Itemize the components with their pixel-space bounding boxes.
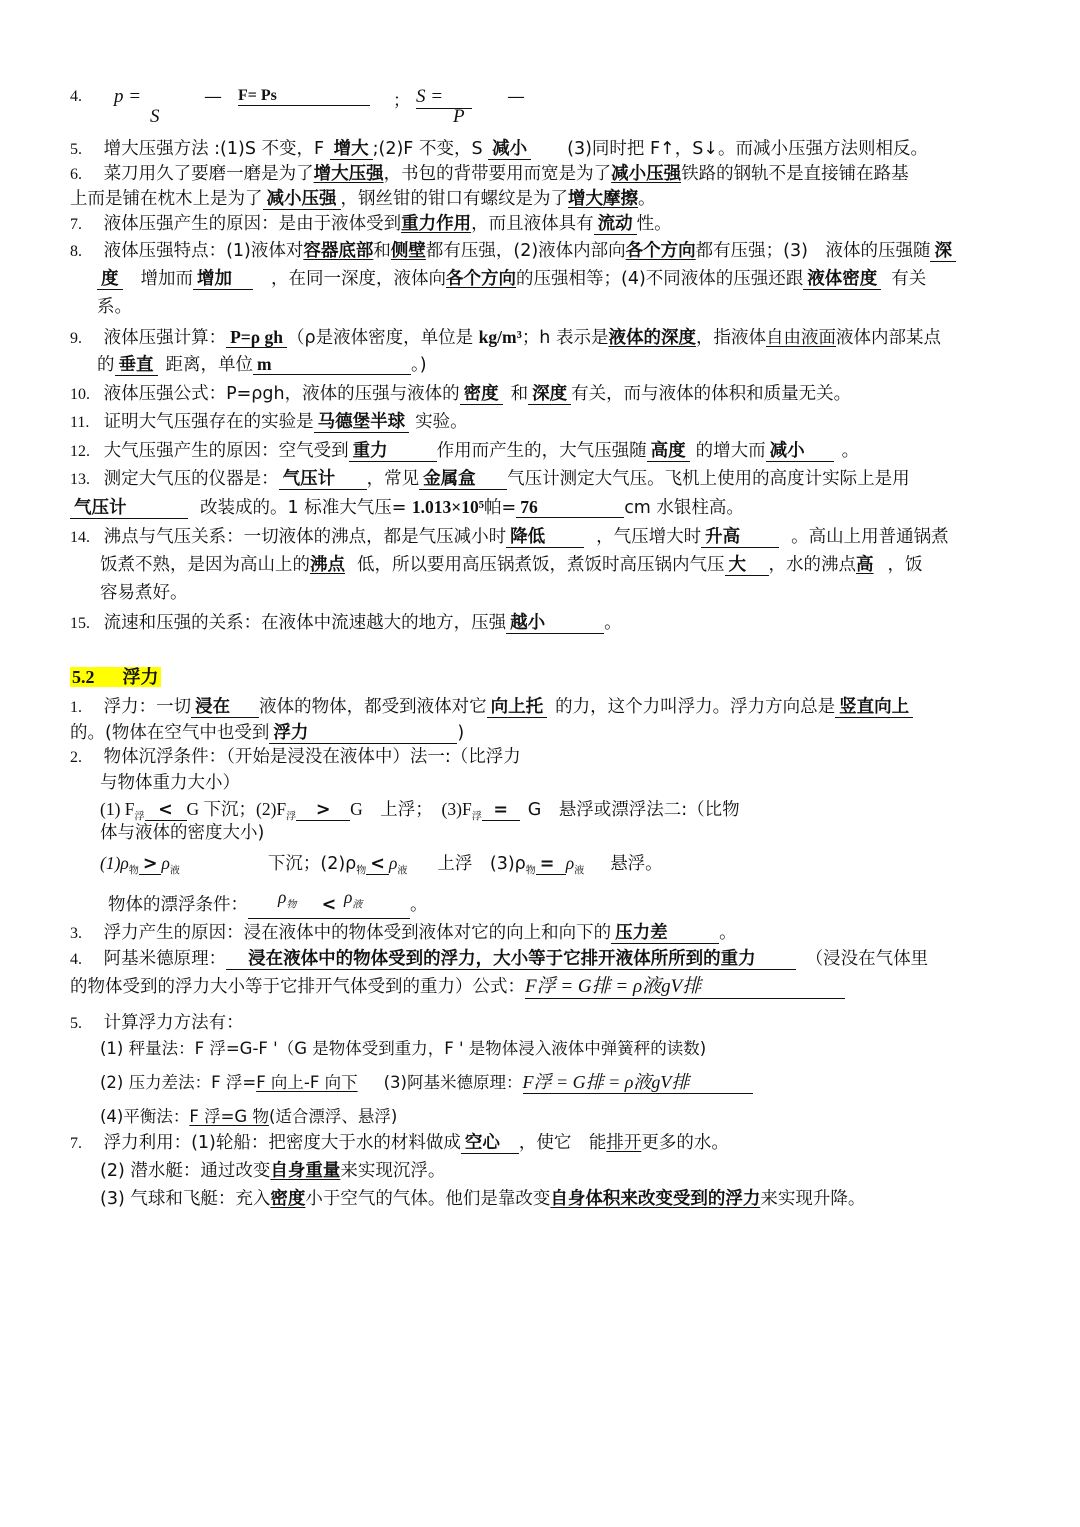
text: 液体压强公式：P=ρgh，液体的压强与液体的: [103, 384, 460, 404]
answer-blank: 增大摩擦: [568, 189, 638, 209]
text: ，在同一深度，液体向: [271, 269, 446, 289]
text: (2) 潜水艇：通过改变: [100, 1161, 271, 1181]
answer-blank: <: [314, 892, 344, 919]
answer-blank: =: [482, 800, 520, 821]
text: G 下沉；(2)F: [186, 799, 287, 819]
text: 浮力：一切: [103, 697, 192, 717]
text: ，书包的背带要用而宽是为了: [383, 164, 612, 184]
text: 帕=: [484, 498, 517, 518]
item-9-cont: [97, 352, 1042, 378]
answer-blank: =: [536, 854, 566, 875]
text: G 悬浮或漂浮法二:（比物: [527, 800, 740, 820]
text: (适合漂浮、悬浮): [268, 1107, 398, 1126]
text: 。高山上用普通锅煮: [791, 527, 949, 547]
answer-blank: 各个方向: [446, 269, 516, 289]
text: 测定大气压的仪器是：: [103, 469, 279, 489]
text: 液体压强产生的原因：是由于液体受到: [103, 214, 402, 234]
text: 物体的漂浮条件：: [108, 895, 248, 915]
text: 上而是铺在枕木上是为了: [70, 189, 263, 209]
method-pressure-difference: [100, 1070, 1045, 1096]
answer-blank: 重力作用: [401, 214, 472, 234]
item-14-cont2: [100, 580, 1045, 606]
text: (3) 气球和飞艇：充入: [100, 1189, 271, 1209]
item-number: 4.: [70, 951, 82, 968]
item-number: 3.: [70, 925, 82, 942]
text: G 上浮； (3)F: [350, 799, 472, 819]
text: (4)平衡法：: [100, 1107, 190, 1126]
buoyancy-item-5: [70, 1010, 1015, 1037]
answer-blank: 马德堡半球: [314, 412, 410, 433]
f-formula: F= Ps: [238, 87, 370, 106]
answer-blank: F 向上-F 向下: [256, 1073, 358, 1092]
answer-blank: 向上托: [487, 697, 548, 718]
answer-blank: 浮力: [269, 723, 457, 744]
answer-blank: 沸点: [310, 555, 345, 575]
method-weighing: [100, 1036, 1045, 1062]
answer-blank: 气压计: [279, 469, 367, 490]
answer-blank: 液体密度: [803, 269, 881, 290]
text: 菜刀用久了要磨一磨是为了: [103, 164, 314, 184]
subscript: 液: [169, 865, 180, 877]
answer-blank: 高度: [647, 441, 690, 462]
text: 沸点与气压关系：一切液体的沸点，都是气压减小时: [103, 527, 507, 547]
subscript: 物: [356, 865, 367, 877]
answer-blank: 容器底部: [303, 241, 374, 261]
answer-blank: 减小: [488, 139, 531, 160]
text: (1) F: [100, 799, 135, 819]
text: 作用而产生的，大气压强随: [436, 441, 647, 461]
answer-blank: 各个方向: [625, 241, 696, 261]
text: 液体的物体，都受到液体对它: [259, 697, 487, 717]
item-13-cont: [70, 494, 1015, 521]
item-number: 6.: [70, 166, 82, 183]
answer-blank: 增加: [193, 269, 253, 290]
text: 的物体受到的浮力大小等于它排开气体受到的重力）公式：: [70, 977, 525, 997]
p-denominator: S: [150, 106, 160, 127]
item-10: [70, 381, 1015, 408]
text: 增大压强方法 :(1)S 不变，F: [103, 139, 330, 159]
text: 液体压强特点：(1)液体对: [103, 241, 304, 261]
section-heading: [70, 665, 161, 690]
floating-blank: $\rho_物$: [248, 898, 314, 919]
answer-blank: 深度: [528, 384, 571, 405]
answer-blank: 降低: [506, 527, 584, 548]
answer-blank: 重力: [349, 441, 437, 462]
method-balance: [100, 1104, 1045, 1130]
s-formula: S =: [416, 86, 472, 109]
text: 有关，而与液体的体积和质量无关。: [571, 384, 852, 404]
item-12: [70, 438, 1015, 465]
text: (1)ρ: [100, 853, 129, 873]
text: 液体内部某点: [835, 328, 941, 348]
answer-blank: 增大压强: [313, 164, 384, 184]
dash-mark: —: [508, 88, 524, 105]
buoyancy-item-2-cont2: [100, 820, 1045, 846]
text: 的压强相等；(4)不同液体的压强还跟: [516, 269, 804, 289]
text: ，而且液体具有: [471, 214, 594, 234]
text: 。: [604, 613, 622, 633]
text: 的增大而: [695, 441, 766, 461]
text: 实验。: [415, 412, 468, 432]
text: （浸没在气体里: [805, 949, 929, 969]
answer-blank: 增大: [330, 139, 373, 160]
item-number: 7.: [70, 1135, 82, 1152]
buoyancy-item-2: [70, 744, 1015, 771]
answer-blank: 自由液面: [765, 328, 836, 348]
text: 。: [638, 189, 656, 209]
text: 液体压强计算：: [103, 328, 227, 348]
item-number: 10.: [70, 386, 90, 403]
text: cm 水银柱高。: [624, 498, 744, 518]
answer-blank: 压力差: [611, 923, 719, 944]
answer-blank: 减小压强: [263, 189, 341, 210]
text: 性。: [636, 214, 672, 234]
text: 证明大气压强存在的实验是: [103, 412, 314, 432]
archimedes-formula: F浮 = G排 = ρ液gV排: [523, 1071, 753, 1094]
answer-blank: >: [296, 800, 350, 821]
item-number: 8.: [70, 243, 82, 260]
item-number: 12.: [70, 443, 90, 460]
answer-blank: 气压计: [70, 498, 188, 519]
text: 铁路的钢轨不是直接铺在路基: [681, 164, 909, 184]
text: ): [457, 723, 465, 743]
unit: kg/m³: [478, 327, 522, 347]
text: 更多的水。: [641, 1133, 729, 1153]
text: 物体沉浮条件：（开始是浸没在液体中）法一:（比浮力: [103, 747, 521, 767]
item-8: [70, 238, 1015, 265]
item-7: [70, 211, 1015, 238]
text: 系。: [97, 297, 132, 317]
text: (1) 秤量法：F 浮=G-F '（G 是物体受到重力，F ' 是物体浸入液体中弹簧秤的读数): [100, 1039, 707, 1058]
answer-blank: <: [145, 800, 187, 821]
text: 与物体重力大小）: [100, 773, 240, 793]
buoyancy-item-3: [70, 920, 1015, 947]
answer-blank: 密度: [270, 1189, 306, 1209]
text: 饭煮不熟，是因为高山上的: [100, 555, 310, 575]
answer-blank: 浸在液体中的物体受到的浮力，大小等于它排开液体所所到的重力: [226, 949, 796, 970]
answer-blank: 空心: [461, 1133, 519, 1154]
answer-blank: 竖直向上: [835, 697, 913, 718]
archimedes-formula: F浮 = G排 = ρ液gV排: [525, 976, 845, 999]
item-6: [70, 161, 1015, 188]
dash-mark: —: [205, 88, 221, 105]
answer-blank: P=ρ gh: [226, 327, 287, 348]
text: ，饭: [887, 555, 923, 575]
item-5: [70, 136, 1015, 163]
text: 有关: [891, 269, 927, 289]
text: ；h 表示是: [521, 328, 609, 348]
item-11: [70, 409, 1015, 436]
text: 上浮 (3)ρ: [437, 854, 526, 874]
subscript: 物: [128, 865, 139, 877]
item-number: 13.: [70, 471, 90, 488]
item-number: 15.: [70, 615, 90, 632]
buoyancy-density-conditions: $(1)\rho_物 > \rho_液$ 下沉；$(2)\rho_物 < \rho_液$ 上浮 $(3)\rho_物 = \rho_液$ 悬浮。: [100, 853, 663, 877]
p-formula: p =: [114, 86, 142, 107]
subscript: 液: [574, 865, 585, 877]
item-8-cont2: [97, 294, 1042, 320]
text: 和: [373, 241, 391, 261]
text: 距离，单位: [165, 355, 253, 375]
floating-condition: [108, 887, 1053, 919]
s-denominator: P: [453, 106, 465, 127]
item-number: 4.: [70, 88, 82, 105]
answer-blank: 侧壁: [390, 241, 426, 261]
text: 的力，这个力叫浮力。浮力方向总是: [555, 697, 836, 717]
item-14-cont: [100, 552, 1045, 578]
answer-value: 1.013×10⁵: [411, 497, 485, 517]
answer-blank: m: [253, 354, 411, 375]
text: 和: [510, 384, 529, 404]
answer-blank: 升高: [701, 527, 779, 548]
item-6-cont: [70, 186, 1015, 212]
answer-blank: 排开: [606, 1133, 642, 1153]
subscript: 浮: [134, 811, 145, 823]
subscript: 浮: [471, 811, 482, 823]
answer-blank: 深: [930, 241, 956, 262]
buoyancy-item-4-cont: [70, 974, 1015, 1000]
item-number: 1.: [70, 699, 82, 716]
text: 下沉；(2)ρ: [267, 854, 357, 874]
item-15: [70, 610, 1015, 637]
text: 的。(物体在空气中也受到: [70, 723, 270, 743]
text: 都有压强；(3) 液体的压强随: [695, 241, 931, 261]
text: ，气压增大时: [596, 527, 702, 547]
text: （ρ是液体密度，单位是: [286, 328, 479, 348]
text: 。: [410, 895, 428, 915]
text: (2) 压力差法：F 浮=: [100, 1073, 257, 1092]
answer-blank: 度: [97, 269, 123, 290]
answer-blank: 自身体积来改变受到的浮力: [550, 1189, 761, 1209]
text: 低，所以要用高压锅煮饭，煮饭时高压锅内气压: [357, 555, 725, 575]
item-number: 14.: [70, 529, 90, 546]
text: 阿基米德原理：: [103, 949, 227, 969]
answer-blank: 大: [725, 555, 769, 576]
text: ，使它 能: [518, 1133, 607, 1153]
item-number: 7.: [70, 216, 82, 233]
answer-blank: >: [139, 854, 162, 875]
text: 的: [97, 355, 115, 375]
buoyancy-item-1: [70, 694, 1015, 721]
buoyancy-item-4: [70, 946, 1015, 973]
text: 悬浮。: [610, 854, 663, 874]
answer-blank: 密度: [460, 384, 503, 405]
text: ，钢丝钳的钳口有螺纹是为了: [340, 189, 568, 209]
text: 增加而: [140, 269, 193, 289]
item-8-cont: [97, 266, 1042, 292]
separator: ；: [393, 91, 410, 110]
answer-blank: F 浮=G 物: [189, 1107, 269, 1126]
answer-blank: 76: [516, 497, 624, 518]
text: 。): [411, 355, 427, 375]
text: 流速和压强的关系：在液体中流速越大的地方，压强: [103, 613, 507, 633]
text: ，水的沸点: [768, 555, 856, 575]
answer-blank: 高: [856, 555, 874, 575]
text: 体与液体的密度大小): [100, 823, 265, 843]
item-number: 11.: [70, 414, 90, 431]
floating-blank: $\rho_液$: [344, 898, 410, 919]
text: ;(2)F 不变，S: [372, 139, 489, 159]
text: (3)同时把 F↑，S↓。而减小压强方法则相反。: [567, 139, 928, 159]
buoyancy-item-7: [70, 1130, 1015, 1157]
buoyancy-item-2-cont: [100, 770, 1045, 796]
answer-blank: 垂直: [115, 355, 158, 376]
answer-blank: 自身重量: [270, 1161, 341, 1181]
answer-blank: 流动: [594, 214, 637, 235]
text: 浮力产生的原因：浸在液体中的物体受到液体对它的向上和向下的: [103, 923, 612, 943]
answer-blank: 浸在: [191, 697, 259, 718]
text: 气压计测定大气压。飞机上使用的高度计实际上是用: [507, 469, 910, 489]
text: 来实现沉浮。: [340, 1161, 446, 1181]
item-number: 9.: [70, 330, 82, 347]
answer-blank: 液体的深度: [608, 328, 696, 348]
text: ，常见: [366, 469, 420, 489]
text: 小于空气的气体。他们是靠改变: [305, 1189, 551, 1209]
answer-blank: 金属盒: [419, 469, 507, 490]
text: 浮力利用：(1)轮船：把密度大于水的材料做成: [103, 1133, 461, 1153]
subscript: 浮: [286, 811, 297, 823]
text: 改装成的。1 标准大气压=: [200, 498, 412, 518]
item-9: [70, 324, 1015, 352]
subscript: 液: [397, 865, 408, 877]
item-14: [70, 524, 1015, 551]
item-number: 2.: [70, 749, 82, 766]
buoyancy-item-1-cont: [70, 720, 1015, 746]
section-number: 5.2: [72, 667, 95, 687]
section-title: 浮力: [97, 667, 161, 687]
balloon-airship: [100, 1186, 1045, 1212]
item-number: 5.: [70, 141, 82, 158]
item-number: 5.: [70, 1015, 82, 1032]
answer-blank: 减小: [766, 441, 834, 462]
answer-blank: 减小压强: [611, 164, 682, 184]
text: 容易煮好。: [100, 583, 188, 603]
item-13: [70, 466, 1015, 493]
text: (3)阿基米德原理：: [383, 1073, 523, 1092]
text: 大气压强产生的原因：空气受到: [103, 441, 349, 461]
subscript: 物: [525, 865, 536, 877]
text: 。: [841, 441, 860, 461]
submarine: [100, 1158, 1045, 1184]
text: 。: [719, 923, 737, 943]
answer-blank: 越小: [506, 613, 604, 634]
text: ，指液体: [695, 328, 766, 348]
text: 来实现升降。: [760, 1189, 866, 1209]
text: 都有压强，(2)液体内部向: [425, 241, 626, 261]
text: 计算浮力方法有：: [103, 1013, 244, 1033]
answer-blank: <: [366, 854, 389, 875]
